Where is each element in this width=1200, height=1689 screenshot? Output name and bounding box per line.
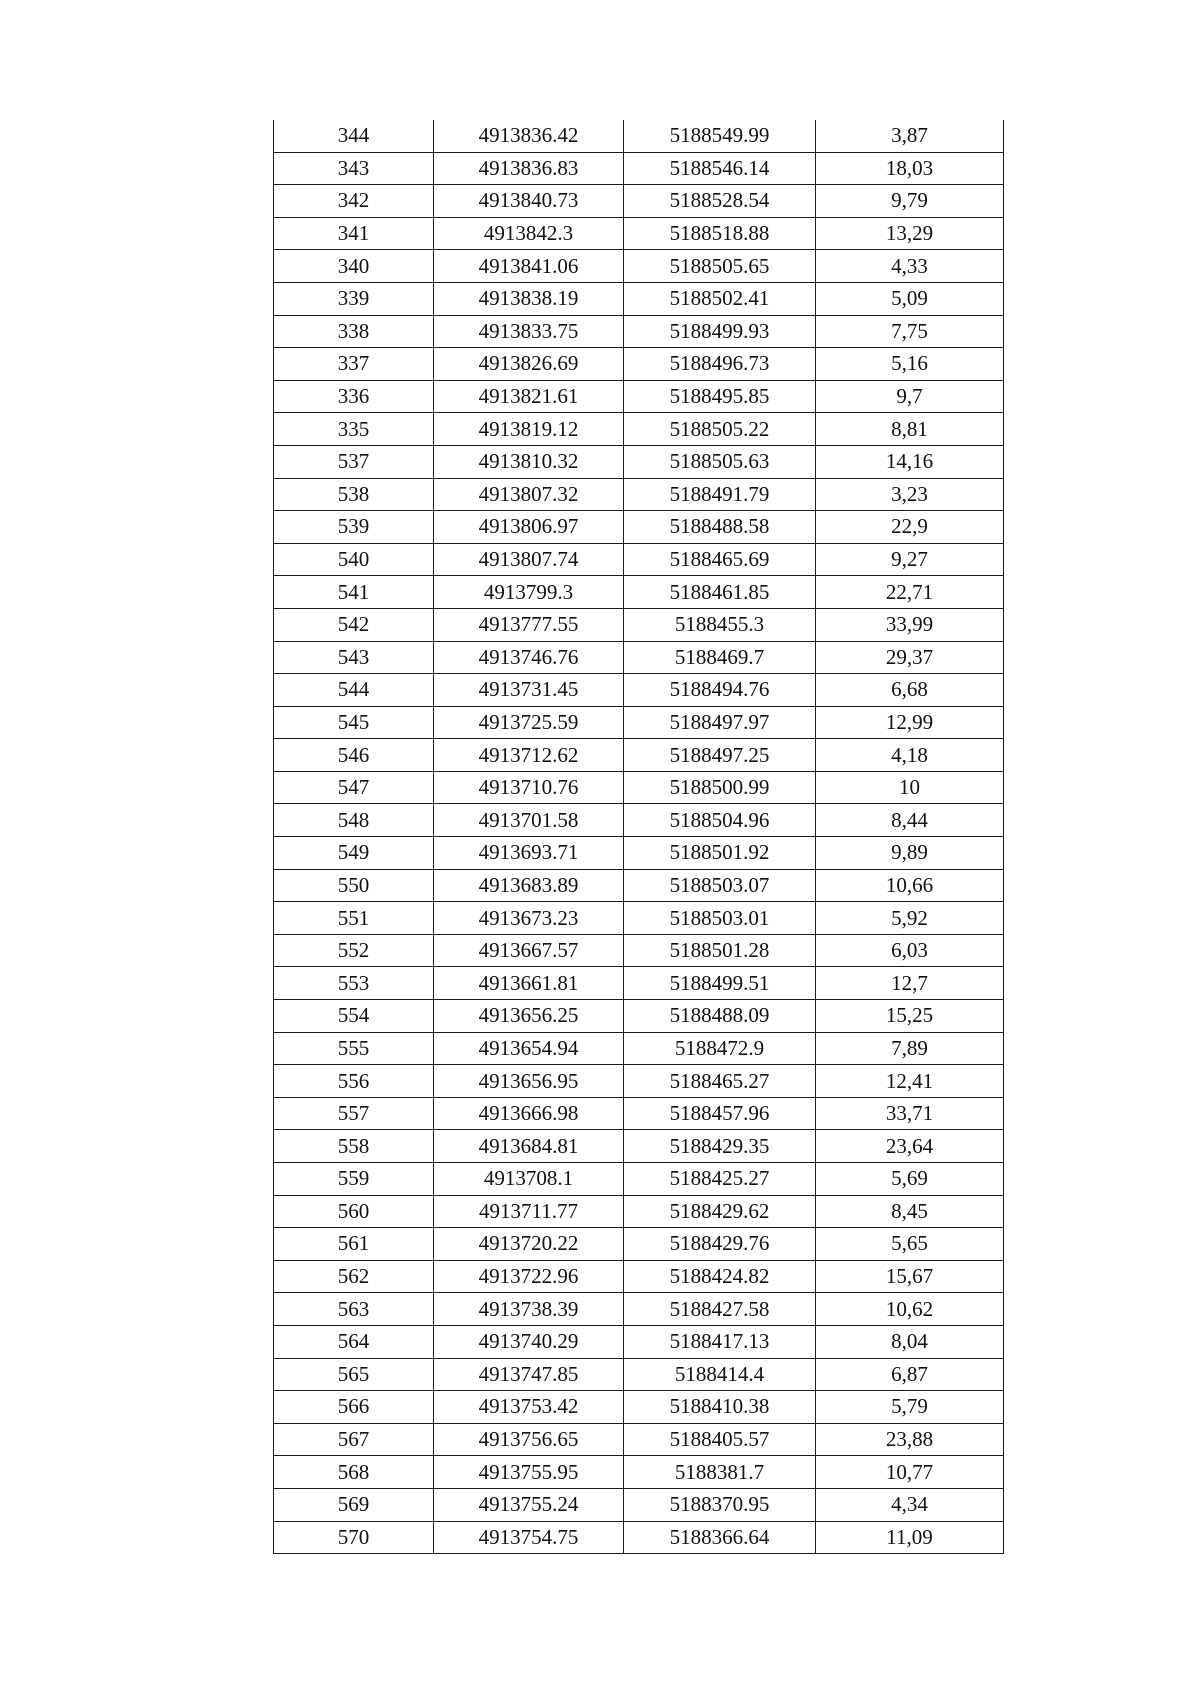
y-coordinate-cell: 5188505.22: [624, 413, 816, 446]
x-coordinate-cell: 4913661.81: [434, 967, 624, 1000]
point-number-cell: 560: [274, 1195, 434, 1228]
x-coordinate-cell: 4913842.3: [434, 217, 624, 250]
y-coordinate-cell: 5188429.76: [624, 1228, 816, 1261]
y-coordinate-cell: 5188500.99: [624, 771, 816, 804]
point-number-cell: 551: [274, 902, 434, 935]
point-number-cell: 563: [274, 1293, 434, 1326]
distance-cell: 5,65: [816, 1228, 1004, 1261]
table-row: [274, 706, 1004, 739]
distance-cell: 8,45: [816, 1195, 1004, 1228]
y-coordinate-cell: 5188405.57: [624, 1423, 816, 1456]
point-number-cell: 343: [274, 152, 434, 185]
point-number-cell: 569: [274, 1488, 434, 1521]
x-coordinate-cell: 4913667.57: [434, 934, 624, 967]
y-coordinate-cell: 5188503.01: [624, 902, 816, 935]
distance-cell: 4,34: [816, 1488, 1004, 1521]
y-coordinate-cell: 5188495.85: [624, 380, 816, 413]
table-row: [274, 771, 1004, 804]
x-coordinate-cell: 4913799.3: [434, 576, 624, 609]
point-number-cell: 568: [274, 1456, 434, 1489]
distance-cell: 9,27: [816, 543, 1004, 576]
x-coordinate-cell: 4913826.69: [434, 348, 624, 381]
table-row: [274, 1521, 1004, 1554]
distance-cell: 8,44: [816, 804, 1004, 837]
distance-cell: 29,37: [816, 641, 1004, 674]
distance-cell: 10,62: [816, 1293, 1004, 1326]
distance-cell: 23,64: [816, 1130, 1004, 1163]
y-coordinate-cell: 5188503.07: [624, 869, 816, 902]
point-number-cell: 540: [274, 543, 434, 576]
y-coordinate-cell: 5188518.88: [624, 217, 816, 250]
distance-cell: 12,99: [816, 706, 1004, 739]
y-coordinate-cell: 5188505.65: [624, 250, 816, 283]
x-coordinate-cell: 4913701.58: [434, 804, 624, 837]
point-number-cell: 561: [274, 1228, 434, 1261]
x-coordinate-cell: 4913738.39: [434, 1293, 624, 1326]
y-coordinate-cell: 5188502.41: [624, 282, 816, 315]
point-number-cell: 549: [274, 837, 434, 870]
x-coordinate-cell: 4913777.55: [434, 608, 624, 641]
table-row: [274, 282, 1004, 315]
x-coordinate-cell: 4913755.24: [434, 1488, 624, 1521]
distance-cell: 4,18: [816, 739, 1004, 772]
table-row: [274, 217, 1004, 250]
point-number-cell: 566: [274, 1391, 434, 1424]
x-coordinate-cell: 4913754.75: [434, 1521, 624, 1554]
distance-cell: 10: [816, 771, 1004, 804]
point-number-cell: 557: [274, 1097, 434, 1130]
distance-cell: 5,92: [816, 902, 1004, 935]
x-coordinate-cell: 4913656.95: [434, 1065, 624, 1098]
table-row: [274, 250, 1004, 283]
x-coordinate-cell: 4913683.89: [434, 869, 624, 902]
table-row: [274, 837, 1004, 870]
y-coordinate-cell: 5188505.63: [624, 445, 816, 478]
point-number-cell: 542: [274, 608, 434, 641]
distance-cell: 11,09: [816, 1521, 1004, 1554]
table-row: [274, 315, 1004, 348]
x-coordinate-cell: 4913711.77: [434, 1195, 624, 1228]
distance-cell: 5,79: [816, 1391, 1004, 1424]
table-row: [274, 413, 1004, 446]
table-row: [274, 152, 1004, 185]
y-coordinate-cell: 5188381.7: [624, 1456, 816, 1489]
table-row: [274, 804, 1004, 837]
y-coordinate-cell: 5188417.13: [624, 1325, 816, 1358]
point-number-cell: 570: [274, 1521, 434, 1554]
y-coordinate-cell: 5188465.27: [624, 1065, 816, 1098]
point-number-cell: 337: [274, 348, 434, 381]
x-coordinate-cell: 4913833.75: [434, 315, 624, 348]
y-coordinate-cell: 5188427.58: [624, 1293, 816, 1326]
table-row: [274, 1130, 1004, 1163]
point-number-cell: 335: [274, 413, 434, 446]
distance-cell: 7,75: [816, 315, 1004, 348]
table-row: [274, 576, 1004, 609]
distance-cell: 18,03: [816, 152, 1004, 185]
point-number-cell: 555: [274, 1032, 434, 1065]
table-row: [274, 1195, 1004, 1228]
y-coordinate-cell: 5188491.79: [624, 478, 816, 511]
table-row: [274, 478, 1004, 511]
distance-cell: 33,71: [816, 1097, 1004, 1130]
x-coordinate-cell: 4913841.06: [434, 250, 624, 283]
y-coordinate-cell: 5188429.62: [624, 1195, 816, 1228]
table-row: [274, 869, 1004, 902]
table-row: [274, 1358, 1004, 1391]
point-number-cell: 554: [274, 1000, 434, 1033]
x-coordinate-cell: 4913747.85: [434, 1358, 624, 1391]
y-coordinate-cell: 5188488.09: [624, 1000, 816, 1033]
table-row: [274, 739, 1004, 772]
point-number-cell: 539: [274, 511, 434, 544]
x-coordinate-cell: 4913731.45: [434, 674, 624, 707]
table-row: [274, 1488, 1004, 1521]
y-coordinate-cell: 5188469.7: [624, 641, 816, 674]
table-row: [274, 1032, 1004, 1065]
coordinates-table: [273, 120, 1004, 1554]
x-coordinate-cell: 4913722.96: [434, 1260, 624, 1293]
point-number-cell: 344: [274, 120, 434, 152]
table-row: [274, 674, 1004, 707]
table-row: [274, 1163, 1004, 1196]
y-coordinate-cell: 5188499.93: [624, 315, 816, 348]
table-row: [274, 511, 1004, 544]
x-coordinate-cell: 4913654.94: [434, 1032, 624, 1065]
table-row: [274, 608, 1004, 641]
table-row: [274, 641, 1004, 674]
point-number-cell: 340: [274, 250, 434, 283]
table-row: [274, 1423, 1004, 1456]
distance-cell: 9,7: [816, 380, 1004, 413]
table-row: [274, 348, 1004, 381]
y-coordinate-cell: 5188465.69: [624, 543, 816, 576]
distance-cell: 4,33: [816, 250, 1004, 283]
y-coordinate-cell: 5188497.25: [624, 739, 816, 772]
point-number-cell: 545: [274, 706, 434, 739]
y-coordinate-cell: 5188496.73: [624, 348, 816, 381]
distance-cell: 13,29: [816, 217, 1004, 250]
x-coordinate-cell: 4913740.29: [434, 1325, 624, 1358]
x-coordinate-cell: 4913836.42: [434, 120, 624, 152]
point-number-cell: 550: [274, 869, 434, 902]
point-number-cell: 537: [274, 445, 434, 478]
x-coordinate-cell: 4913755.95: [434, 1456, 624, 1489]
y-coordinate-cell: 5188425.27: [624, 1163, 816, 1196]
distance-cell: 10,77: [816, 1456, 1004, 1489]
distance-cell: 6,03: [816, 934, 1004, 967]
x-coordinate-cell: 4913746.76: [434, 641, 624, 674]
point-number-cell: 336: [274, 380, 434, 413]
point-number-cell: 538: [274, 478, 434, 511]
distance-cell: 6,68: [816, 674, 1004, 707]
table-row: [274, 934, 1004, 967]
distance-cell: 14,16: [816, 445, 1004, 478]
y-coordinate-cell: 5188549.99: [624, 120, 816, 152]
x-coordinate-cell: 4913806.97: [434, 511, 624, 544]
y-coordinate-cell: 5188457.96: [624, 1097, 816, 1130]
x-coordinate-cell: 4913684.81: [434, 1130, 624, 1163]
distance-cell: 8,04: [816, 1325, 1004, 1358]
distance-cell: 15,25: [816, 1000, 1004, 1033]
table-row: [274, 1097, 1004, 1130]
y-coordinate-cell: 5188410.38: [624, 1391, 816, 1424]
table-row: [274, 1456, 1004, 1489]
point-number-cell: 556: [274, 1065, 434, 1098]
x-coordinate-cell: 4913838.19: [434, 282, 624, 315]
distance-cell: 10,66: [816, 869, 1004, 902]
distance-cell: 15,67: [816, 1260, 1004, 1293]
x-coordinate-cell: 4913710.76: [434, 771, 624, 804]
point-number-cell: 342: [274, 185, 434, 218]
y-coordinate-cell: 5188488.58: [624, 511, 816, 544]
y-coordinate-cell: 5188494.76: [624, 674, 816, 707]
y-coordinate-cell: 5188528.54: [624, 185, 816, 218]
y-coordinate-cell: 5188455.3: [624, 608, 816, 641]
distance-cell: 8,81: [816, 413, 1004, 446]
coordinates-table-body: [274, 120, 1004, 1554]
point-number-cell: 558: [274, 1130, 434, 1163]
distance-cell: 12,7: [816, 967, 1004, 1000]
table-row: [274, 1000, 1004, 1033]
y-coordinate-cell: 5188497.97: [624, 706, 816, 739]
point-number-cell: 548: [274, 804, 434, 837]
x-coordinate-cell: 4913756.65: [434, 1423, 624, 1456]
point-number-cell: 559: [274, 1163, 434, 1196]
table-row: [274, 1260, 1004, 1293]
table-row: [274, 1293, 1004, 1326]
table-row: [274, 1228, 1004, 1261]
table-row: [274, 967, 1004, 1000]
distance-cell: 5,09: [816, 282, 1004, 315]
x-coordinate-cell: 4913840.73: [434, 185, 624, 218]
x-coordinate-cell: 4913807.74: [434, 543, 624, 576]
distance-cell: 22,71: [816, 576, 1004, 609]
y-coordinate-cell: 5188472.9: [624, 1032, 816, 1065]
point-number-cell: 544: [274, 674, 434, 707]
x-coordinate-cell: 4913656.25: [434, 1000, 624, 1033]
point-number-cell: 543: [274, 641, 434, 674]
table-row: [274, 120, 1004, 152]
table-row: [274, 1065, 1004, 1098]
x-coordinate-cell: 4913708.1: [434, 1163, 624, 1196]
point-number-cell: 565: [274, 1358, 434, 1391]
table-row: [274, 185, 1004, 218]
x-coordinate-cell: 4913819.12: [434, 413, 624, 446]
point-number-cell: 562: [274, 1260, 434, 1293]
point-number-cell: 339: [274, 282, 434, 315]
x-coordinate-cell: 4913753.42: [434, 1391, 624, 1424]
distance-cell: 6,87: [816, 1358, 1004, 1391]
x-coordinate-cell: 4913725.59: [434, 706, 624, 739]
distance-cell: 3,23: [816, 478, 1004, 511]
y-coordinate-cell: 5188504.96: [624, 804, 816, 837]
x-coordinate-cell: 4913836.83: [434, 152, 624, 185]
point-number-cell: 547: [274, 771, 434, 804]
distance-cell: 7,89: [816, 1032, 1004, 1065]
y-coordinate-cell: 5188461.85: [624, 576, 816, 609]
point-number-cell: 552: [274, 934, 434, 967]
y-coordinate-cell: 5188424.82: [624, 1260, 816, 1293]
table-row: [274, 543, 1004, 576]
y-coordinate-cell: 5188501.92: [624, 837, 816, 870]
y-coordinate-cell: 5188429.35: [624, 1130, 816, 1163]
distance-cell: 3,87: [816, 120, 1004, 152]
distance-cell: 5,69: [816, 1163, 1004, 1196]
point-number-cell: 541: [274, 576, 434, 609]
point-number-cell: 553: [274, 967, 434, 1000]
point-number-cell: 567: [274, 1423, 434, 1456]
x-coordinate-cell: 4913810.32: [434, 445, 624, 478]
distance-cell: 22,9: [816, 511, 1004, 544]
x-coordinate-cell: 4913673.23: [434, 902, 624, 935]
x-coordinate-cell: 4913821.61: [434, 380, 624, 413]
point-number-cell: 546: [274, 739, 434, 772]
x-coordinate-cell: 4913720.22: [434, 1228, 624, 1261]
distance-cell: 23,88: [816, 1423, 1004, 1456]
x-coordinate-cell: 4913807.32: [434, 478, 624, 511]
point-number-cell: 564: [274, 1325, 434, 1358]
table-row: [274, 902, 1004, 935]
y-coordinate-cell: 5188501.28: [624, 934, 816, 967]
table-row: [274, 380, 1004, 413]
x-coordinate-cell: 4913693.71: [434, 837, 624, 870]
y-coordinate-cell: 5188546.14: [624, 152, 816, 185]
distance-cell: 9,89: [816, 837, 1004, 870]
distance-cell: 5,16: [816, 348, 1004, 381]
table-row: [274, 1391, 1004, 1424]
distance-cell: 12,41: [816, 1065, 1004, 1098]
table-row: [274, 445, 1004, 478]
distance-cell: 9,79: [816, 185, 1004, 218]
x-coordinate-cell: 4913712.62: [434, 739, 624, 772]
point-number-cell: 341: [274, 217, 434, 250]
y-coordinate-cell: 5188414.4: [624, 1358, 816, 1391]
y-coordinate-cell: 5188499.51: [624, 967, 816, 1000]
distance-cell: 33,99: [816, 608, 1004, 641]
y-coordinate-cell: 5188366.64: [624, 1521, 816, 1554]
x-coordinate-cell: 4913666.98: [434, 1097, 624, 1130]
y-coordinate-cell: 5188370.95: [624, 1488, 816, 1521]
table-row: [274, 1325, 1004, 1358]
point-number-cell: 338: [274, 315, 434, 348]
